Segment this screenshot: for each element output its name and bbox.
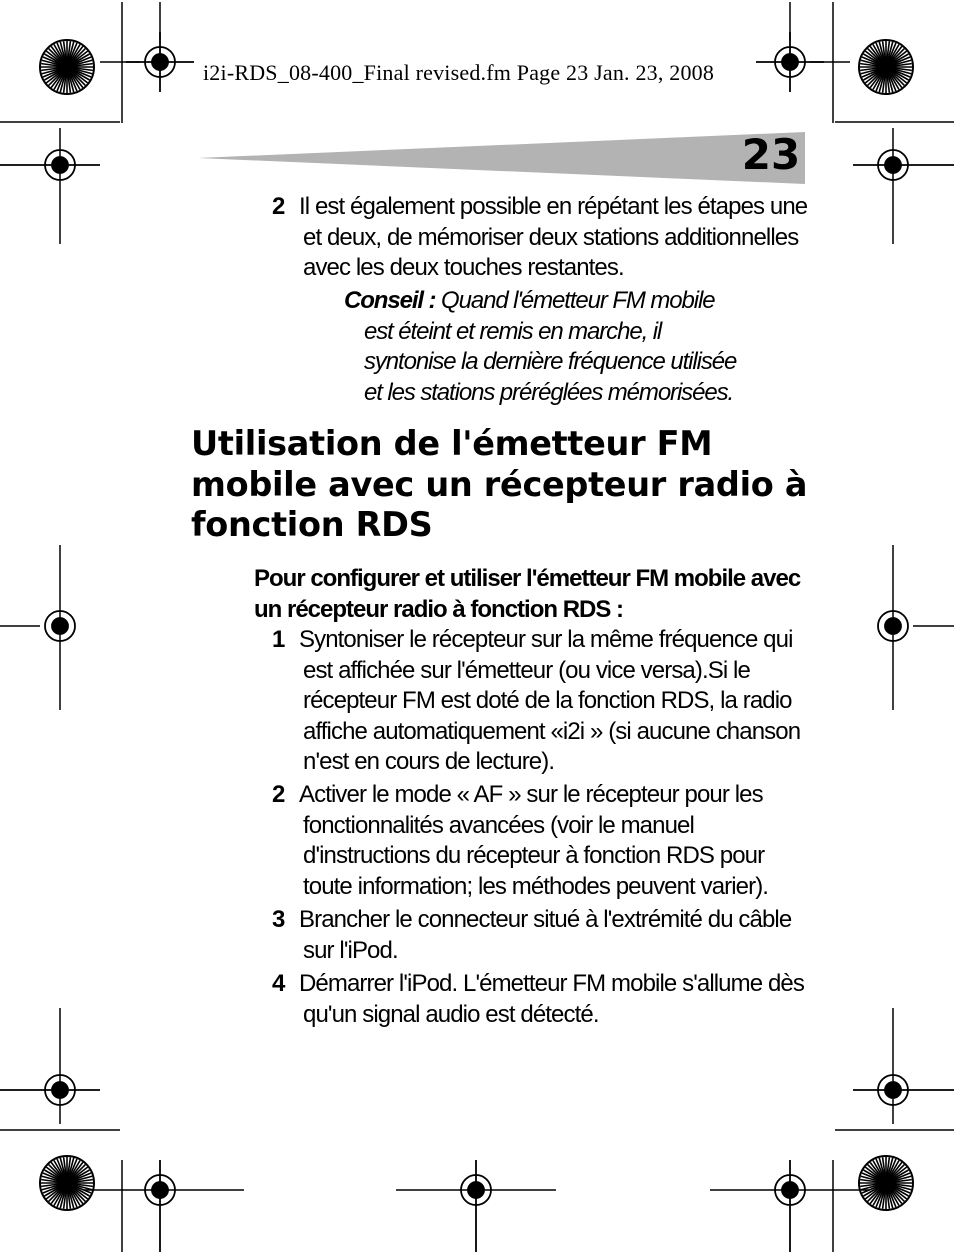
tip-note [344,286,744,408]
registration-mark-icon [756,32,824,92]
starburst-mark-icon [859,40,913,94]
page-banner [198,132,805,184]
step-number: 3 [272,906,285,933]
step-text: Syntoniser le récepteur sur la même fréquence qui est affichée sur l'émetteur (ou vice versa).Si le récepteur FM est doté de la fonction RDS, la radio affiche automatiquement «i2i » (si aucune chanson n'est en cours de lecture). [299,626,801,775]
step-number: 2 [272,781,285,808]
registration-mark-icon [853,150,954,180]
starburst-mark-icon [40,40,94,94]
registration-mark-icon [145,1160,175,1252]
section-heading: Utilisation de l'émetteur FM mobile avec un récepteur radio à fonction RDS [191,424,808,544]
step-text: Démarrer l'iPod. L'émetteur FM mobile s'allume dès qu'un signal audio est détecté. [299,970,804,1028]
starburst-mark-icon [859,1156,913,1210]
tip-text: Quand l'émetteur FM mobile est éteint et remis en marche, il syntonise la dernière fréquence utilisée et les stations préréglées mémorisées. [364,287,737,406]
registration-mark-icon [126,32,194,92]
registration-mark-icon [0,1075,100,1105]
step-text: Brancher le connecteur situé à l'extrémité du câble sur l'iPod. [299,906,792,964]
instruction-step [272,625,812,778]
step-number: 1 [272,626,285,653]
step-text: Activer le mode « AF » sur le récepteur pour les fonctionnalités avancées (voir le manuel d'instructions du récepteur à fonction RDS pour toute information; les méthodes peuvent varier). [299,781,769,900]
instruction-step [272,969,812,1030]
registration-mark-icon [0,150,100,180]
page-number: 23 [741,130,801,179]
step-number: 4 [272,970,285,997]
step-number: 2 [272,193,285,220]
tip-label: Conseil : [344,287,436,314]
instruction-step [272,905,812,966]
instruction-step [272,192,812,284]
starburst-mark-icon [40,1156,94,1210]
procedure-subheading: Pour configurer et utiliser l'émetteur FM mobile avec un récepteur radio à fonction RDS : [254,565,801,623]
step-text: Il est également possible en répétant les étapes une et deux, de mémoriser deux stations additionnelles avec les deux touches restantes. [299,193,808,281]
registration-mark-icon [853,1075,954,1105]
instruction-step [272,780,812,902]
registration-mark-icon [775,1160,805,1252]
file-slug: i2i-RDS_08-400_Final revised.fm Page 23 Jan. 23, 2008 [203,60,715,85]
registration-mark-icon [461,1160,491,1252]
